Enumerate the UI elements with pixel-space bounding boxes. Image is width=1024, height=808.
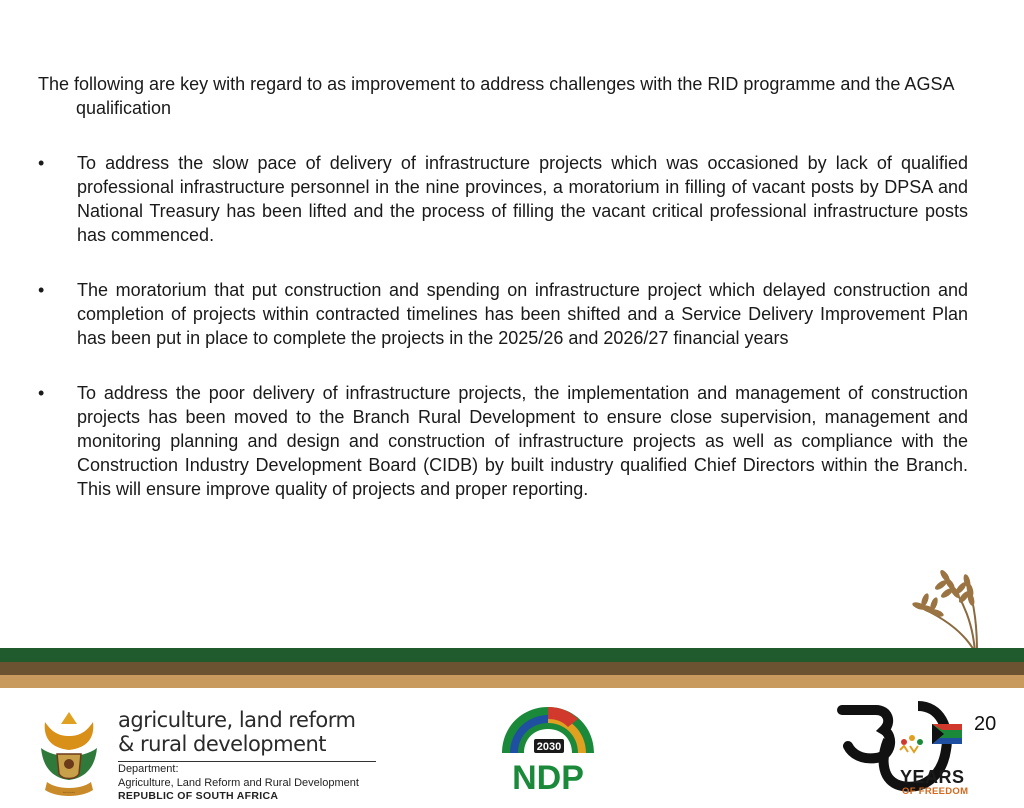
department-brand	[118, 708, 408, 802]
ndp-logo-icon	[498, 703, 598, 793]
bullet-list	[38, 151, 968, 532]
bullet-marker: •	[38, 153, 45, 173]
ndp-year: 2030	[536, 741, 562, 753]
bullet-item	[38, 151, 968, 247]
bullet-marker: •	[38, 383, 45, 403]
bullet-item	[38, 278, 968, 350]
bullet-marker: •	[38, 280, 45, 300]
wheat-icon	[905, 556, 990, 652]
department-label: Department:	[118, 763, 179, 775]
brand-line-2: & rural development	[118, 732, 327, 756]
of-freedom-label: OF FREEDOM	[902, 786, 969, 797]
page-number: 20	[974, 713, 997, 735]
bullet-text: To address the poor delivery of infrastructure projects, the implementation and management of construction projects has been moved to the Branch Rural Development to ensure close supervision, management and monitoring planning and design and construction of infrastructure projects as well as compliance with the Construction Industry Development Board (CIDB) by built industry qualified Chief Directors within the Branch. This will ensure improve quality of projects and proper reporting.	[77, 383, 968, 499]
brand-divider	[118, 761, 376, 762]
years-label: YEARS	[900, 767, 965, 787]
footer-band-green	[0, 648, 1024, 662]
coat-of-arms-icon	[33, 708, 105, 802]
svg-text:◦◦◦◦◦◦◦: ◦◦◦◦◦◦◦	[62, 790, 76, 796]
bullet-text: To address the slow pace of delivery of infrastructure projects which was occasioned by lack of qualified professional infrastructure personnel in the nine provinces, a moratorium in filling of vacant posts by DPSA and National Treasury has been lifted and the process of filling the vacant critical professional infrastructure posts has commenced.	[77, 153, 968, 245]
department-name: Agriculture, Land Reform and Rural Development	[118, 777, 359, 789]
footer-band-tan	[0, 675, 1024, 688]
bullet-text: The moratorium that put construction and spending on infrastructure project which delayed construction and completion of projects within contracted timelines has been shifted and a Service Delivery Improvement Plan has been put in place to complete the projects in the 2025/26 and 2026/27 financial years	[77, 280, 968, 348]
footer-band-brown	[0, 662, 1024, 675]
ndp-name: NDP	[512, 759, 584, 793]
bullet-item	[38, 381, 968, 501]
brand-line-1: agriculture, land reform	[118, 708, 356, 732]
department-country: REPUBLIC OF SOUTH AFRICA	[118, 790, 279, 802]
intro-paragraph: The following are key with regard to as improvement to address challenges with the RID programme and the AGSA qualification	[38, 74, 954, 118]
